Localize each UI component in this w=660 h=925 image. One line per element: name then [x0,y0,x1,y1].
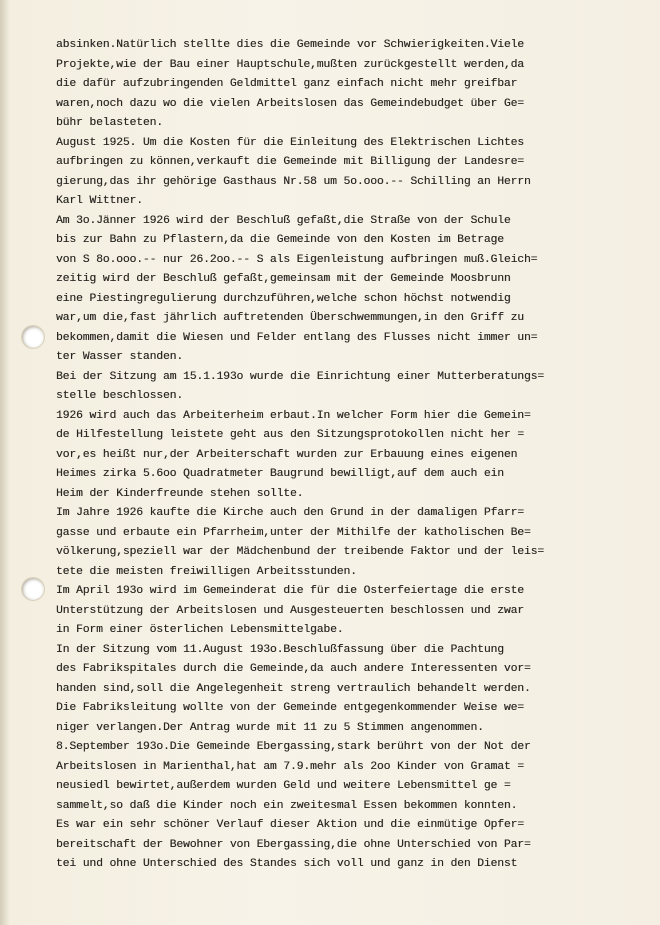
text-line: Im April 193o wird im Gemeinderat die für die Osterfeiertage die erste [56,585,524,597]
text-line: handen sind,soll die Angelegenheit streng vertraulich behandelt werden. [56,682,531,695]
text-line: bühr belasteten. [56,117,163,129]
text-line: eine Piestingregulierung durchzuführen,welche schon höchst notwendig [56,292,511,305]
text-line: Es war ein sehr schöner Verlauf dieser Aktion und die einmütige Opfer= [56,819,524,831]
text-line: Karl Wittner. [56,195,143,207]
text-line: Im Jahre 1926 kaufte die Kirche auch den Grund in der damaligen Pfarr= [56,507,524,519]
text-line: stelle beschlossen. [56,390,184,402]
text-line: Heim der Kinderfreunde stehen sollte. [56,487,304,500]
text-line: Die Fabriksleitung wollte von der Gemeinde entgegenkommender Weise we= [56,702,524,714]
text-line: die dafür aufzubringenden Geldmittel ganz einfach nicht mehr greifbar [56,78,518,90]
text-line: tei und ohne Unterschied des Standes sich voll und ganz in den Dienst [56,858,518,870]
text-line: Unterstützung der Arbeitslosen und Ausgesteuerten beschlossen und zwar [56,604,524,617]
text-line: Bei der Sitzung am 15.1.193o wurde die Einrichtung einer Mutterberatungs= [56,370,545,383]
text-line: absinken.Natürlich stellte dies die Gemeinde vor Schwierigkeiten.Viele [56,39,524,51]
text-line: tete die meisten freiwilligen Arbeitsstunden. [56,565,357,578]
text-line: bereitschaft der Bewohner von Ebergassing,die ohne Unterschied von Par= [56,838,531,851]
text-line: zeitig wird der Beschluß gefaßt,gemeinsam mit der Gemeinde Moosbrunn [56,273,511,285]
text-line: de Hilfestellung leistete geht aus den Sitzungsprotokollen nicht her = [56,429,524,441]
text-line: Am 3o.Jänner 1926 wird der Beschluß gefaßt,die Straße von der Schule [56,214,511,227]
text-line: niger verlangen.Der Antrag wurde mit 11 zu 5 Stimmen angenommen. [56,721,484,734]
text-line: neusiedl bewirtet,außerdem wurden Geld und weitere Lebensmittel ge = [56,780,511,792]
text-line: bekommen,damit die Wiesen und Felder entlang des Flusses nicht immer un= [56,331,538,344]
text-line: des Fabrikspitales durch die Gemeinde,da auch andere Interessenten vor= [56,663,531,675]
text-line: gierung,das ihr gehörige Gasthaus Nr.58 um 5o.ooo.-- Schilling an Herrn [56,175,531,188]
text-line: vor,es heißt nur,der Arbeiterschaft wurden zur Erbauung eines eigenen [56,448,518,461]
text-line: Projekte,wie der Bau einer Hauptschule,mußten zurückgestellt werden,da [56,58,524,71]
punch-hole [22,326,44,348]
text-line: Arbeitslosen in Marienthal,hat am 7.9.mehr als 2oo Kinder von Gramat = [56,760,524,773]
punch-hole [22,578,44,600]
text-line: sammelt,so daß die Kinder noch ein zweitesmal Essen bekommen konnten. [56,799,518,812]
page-edge-shadow [0,0,10,925]
text-line: aufbringen zu können,verkauft die Gemeinde mit Billigung der Landesre= [56,156,524,168]
typewritten-text [56,36,646,875]
text-line: war,um die,fast jährlich auftretenden Überschwemmungen,in den Griff zu [56,312,524,324]
text-line: In der Sitzung vom 11.August 193o.Beschlußfassung über die Pachtung [56,643,504,656]
text-line: ter Wasser standen. [56,351,184,363]
text-line: gasse und erbaute ein Pfarrheim,unter der Mithilfe der katholischen Be= [56,526,531,539]
text-line: bis zur Bahn zu Pflastern,da die Gemeinde von den Kosten im Betrage [56,234,504,246]
text-line: 8.September 193o.Die Gemeinde Ebergassing,stark berührt von der Not der [56,741,531,753]
text-line: waren,noch dazu wo die vielen Arbeitslosen das Gemeindebudget über Ge= [56,97,524,110]
text-line: von S 8o.ooo.-- nur 26.2oo.-- S als Eigenleistung aufbringen muß.Gleich= [56,253,538,266]
text-line: Heimes zirka 5.6oo Quadratmeter Baugrund bewilligt,auf dem auch ein [56,468,504,480]
text-line: August 1925. Um die Kosten für die Einleitung des Elektrischen Lichtes [56,136,524,149]
text-line: völkerung,speziell war der Mädchenbund der treibende Faktor und der leis= [56,546,545,558]
text-line: in Form einer österlichen Lebensmittelgabe. [56,624,344,636]
text-line: 1926 wird auch das Arbeiterheim erbaut.In welcher Form hier die Gemein= [56,409,531,422]
